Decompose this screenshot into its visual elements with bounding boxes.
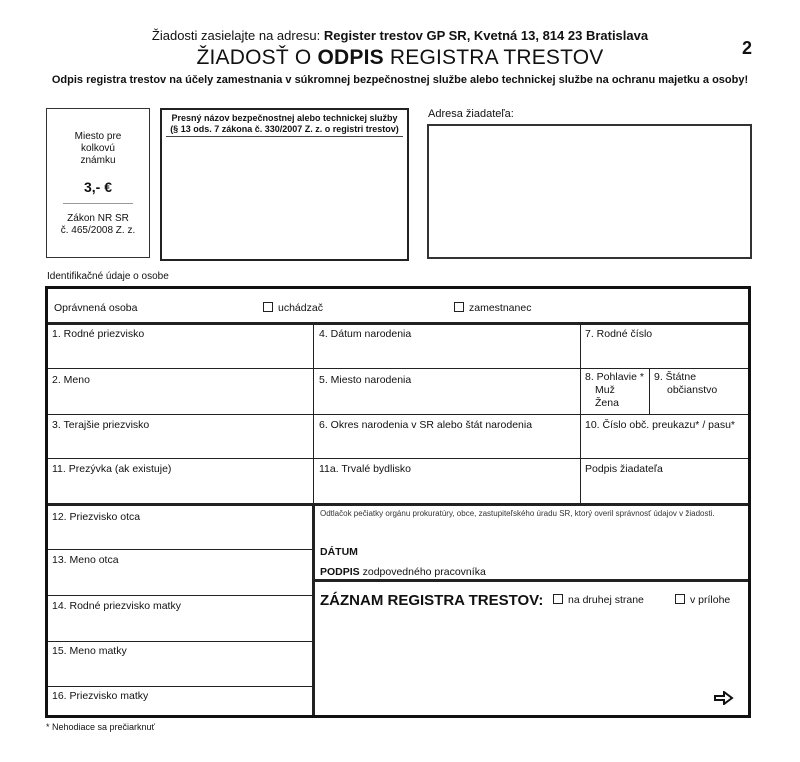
field-birth-place[interactable]: 5. Miesto narodenia bbox=[319, 374, 412, 386]
field-mother-surname[interactable]: 16. Priezvisko matky bbox=[52, 690, 149, 702]
stamp-law2: č. 465/2008 Z. z. bbox=[60, 225, 136, 236]
signature-bold: PODPIS bbox=[320, 566, 360, 578]
verification-signature-label bbox=[320, 566, 486, 579]
page-number: 2 bbox=[742, 38, 753, 58]
row-divider-thick bbox=[48, 503, 748, 506]
verification-stamp-text: Odtlačok pečiatky orgánu prokuratúry, obce, zastupiteľského úradu SR, ktorý overil správnosť údajov v žiadosti. bbox=[320, 509, 715, 518]
mailing-address-value: Register trestov GP SR, Kvetná 13, 814 23 Bratislava bbox=[323, 28, 649, 43]
citizenship-label-1: 9. Štátne bbox=[654, 371, 697, 383]
row-divider bbox=[48, 414, 748, 415]
arrow-right-outline-icon bbox=[714, 691, 734, 705]
field-permanent-residence[interactable]: 11a. Trvalé bydlisko bbox=[319, 463, 412, 475]
option-applicant-label: uchádzač bbox=[278, 302, 323, 314]
option-employee-label: zamestnanec bbox=[469, 302, 532, 314]
row-divider bbox=[48, 368, 748, 369]
service-name-field[interactable] bbox=[160, 108, 409, 261]
title-pre: ŽIADOSŤ O bbox=[196, 46, 318, 69]
field-father-name[interactable]: 13. Meno otca bbox=[52, 554, 119, 566]
row-divider-thick bbox=[315, 579, 748, 582]
option-attachment-label: v prílohe bbox=[690, 594, 731, 606]
row-divider bbox=[48, 458, 748, 459]
mailing-address bbox=[0, 28, 800, 43]
field-birth-district[interactable]: 6. Okres narodenia v SR alebo štát narodenia bbox=[319, 419, 533, 431]
verification-date-label: DÁTUM bbox=[320, 546, 358, 558]
service-name-label bbox=[166, 113, 403, 137]
checkbox-attachment[interactable] bbox=[675, 594, 685, 604]
gender-female[interactable]: Žena bbox=[595, 397, 619, 409]
stamp-law1: Zákon NR SR bbox=[67, 213, 129, 224]
revenue-stamp-box bbox=[46, 108, 150, 258]
field-nickname[interactable]: 11. Prezývka (ak existuje) bbox=[52, 463, 172, 475]
identification-table bbox=[45, 286, 751, 718]
service-title2: (§ 13 ods. 7 zákona č. 330/2007 Z. z. o registri trestov) bbox=[170, 124, 399, 134]
subtitle: Odpis registra trestov na účely zamestnania v súkromnej bezpečnostnej službe alebo technickej službe na ochranu majetku a osoby! bbox=[51, 74, 749, 86]
page-title bbox=[0, 46, 800, 70]
service-title1: Presný názov bezpečnostnej alebo technickej služby bbox=[171, 113, 398, 123]
option-employee[interactable] bbox=[454, 302, 531, 315]
record-title: ZÁZNAM REGISTRA TRESTOV: bbox=[320, 592, 544, 609]
title-post: REGISTRA TRESTOV bbox=[383, 46, 604, 69]
checkbox-employee[interactable] bbox=[454, 302, 464, 312]
footnote: * Nehodiace sa prečiarknuť bbox=[46, 722, 155, 732]
stamp-line3: známku bbox=[80, 155, 116, 166]
option-on-back[interactable] bbox=[553, 594, 644, 607]
signature-rest: zodpovedného pracovníka bbox=[359, 566, 486, 578]
field-mother-birth-surname[interactable]: 14. Rodné priezvisko matky bbox=[52, 600, 181, 612]
option-attachment[interactable] bbox=[675, 594, 730, 607]
row-divider bbox=[48, 549, 312, 550]
stamp-line2: kolkovú bbox=[81, 143, 115, 154]
option-applicant[interactable] bbox=[263, 302, 323, 315]
checkbox-applicant[interactable] bbox=[263, 302, 273, 312]
field-id-number[interactable]: 10. Číslo obč. preukazu* / pasu* bbox=[585, 419, 736, 431]
entitled-person-label: Oprávnená osoba bbox=[54, 302, 138, 314]
row-divider-thick bbox=[48, 322, 748, 325]
mailing-address-prefix: Žiadosti zasielajte na adresu: bbox=[151, 28, 324, 43]
field-personal-number[interactable]: 7. Rodné číslo bbox=[585, 328, 653, 340]
field-first-name[interactable]: 2. Meno bbox=[52, 374, 90, 386]
field-gender[interactable] bbox=[585, 371, 644, 410]
field-birth-surname[interactable]: 1. Rodné priezvisko bbox=[52, 328, 145, 340]
col-divider-thick bbox=[312, 506, 315, 715]
title-bold: ODPIS bbox=[317, 46, 384, 69]
applicant-address-label: Adresa žiadateľa: bbox=[428, 108, 514, 120]
stamp-law bbox=[47, 213, 149, 237]
field-birth-date[interactable]: 4. Dátum narodenia bbox=[319, 328, 412, 340]
row-divider bbox=[48, 595, 312, 596]
gender-male[interactable]: Muž bbox=[595, 384, 615, 396]
identification-section-label: Identifikačné údaje o osobe bbox=[47, 271, 169, 282]
citizenship-label-2: občianstvo bbox=[667, 384, 718, 396]
row-divider bbox=[48, 686, 312, 687]
stamp-place-text bbox=[47, 131, 149, 167]
field-citizenship[interactable] bbox=[654, 371, 717, 397]
stamp-line1: Miesto pre bbox=[74, 131, 122, 142]
stamp-divider bbox=[63, 203, 133, 204]
field-applicant-signature[interactable]: Podpis žiadateľa bbox=[585, 463, 663, 475]
field-father-surname[interactable]: 12. Priezvisko otca bbox=[52, 511, 141, 523]
field-current-surname[interactable]: 3. Terajšie priezvisko bbox=[52, 419, 150, 431]
gender-label: 8. Pohlavie * bbox=[585, 371, 644, 383]
option-on-back-label: na druhej strane bbox=[568, 594, 644, 606]
row-divider bbox=[48, 641, 312, 642]
stamp-price: 3,- € bbox=[83, 179, 112, 195]
checkbox-on-back[interactable] bbox=[553, 594, 563, 604]
col-divider-8-9 bbox=[649, 368, 650, 414]
field-mother-name[interactable]: 15. Meno matky bbox=[52, 645, 127, 657]
applicant-address-field[interactable] bbox=[427, 124, 752, 259]
